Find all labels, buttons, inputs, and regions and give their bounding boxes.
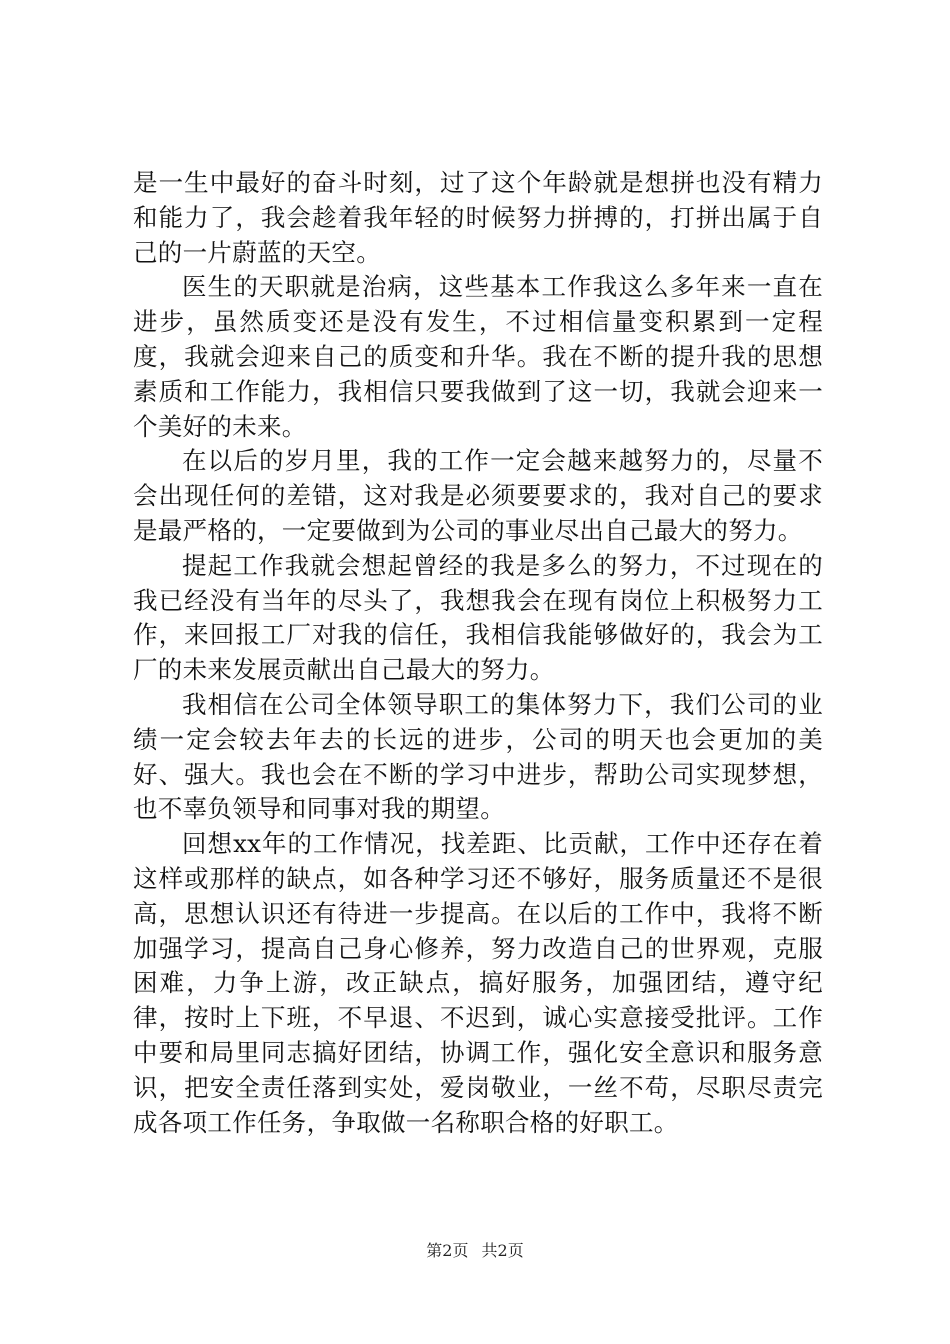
page-number-current: 第2页: [426, 1241, 469, 1260]
paragraph-6: 回想xx年的工作情况，找差距、比贡献，工作中还存在着这样或那样的缺点，如各种学习还不够好，服务质量还不是很高，思想认识还有待进一步提高。在以后的工作中，我将不断加强学习，提高自己身心修养，努力改造自己的世界观，克服困难，力争上游，改正缺点，搞好服务，加强团结，遵守纪律，按时上下班，不早退、不迟到，诚心实意接受批评。工作中要和局里同志搞好团结，协调工作，强化安全意识和服务意识，把安全责任落到实处，爱岗敬业，一丝不苟，尽职尽责完成各项工作任务，争取做一名称职合格的好职工。: [133, 829, 823, 1137]
document-body: [133, 166, 823, 1140]
paragraph-2: 医生的天职就是治病，这些基本工作我这么多年来一直在进步，虽然质变还是没有发生，不过相信量变积累到一定程度，我就会迎来自己的质变和升华。我在不断的提升我的思想素质和工作能力，我相信只要我做到了这一切，我就会迎来一个美好的未来。: [133, 272, 823, 441]
paragraph-3: 在以后的岁月里，我的工作一定会越来越努力的，尽量不会出现任何的差错，这对我是必须要要求的，我对自己的要求是最严格的，一定要做到为公司的事业尽出自己最大的努力。: [133, 446, 823, 545]
page-footer: [0, 1240, 950, 1262]
paragraph-4: 提起工作我就会想起曾经的我是多么的努力，不过现在的我已经没有当年的尽头了，我想我会在现有岗位上积极努力工作，来回报工厂对我的信任，我相信我能够做好的，我会为工厂的未来发展贡献出自己最大的努力。: [133, 550, 823, 685]
paragraph-5: 我相信在公司全体领导职工的集体努力下，我们公司的业绩一定会较去年去的长远的进步，公司的明天也会更加的美好、强大。我也会在不断的学习中进步，帮助公司实现梦想，也不辜负领导和同事对我的期望。: [133, 689, 823, 824]
paragraph-1: 是一生中最好的奋斗时刻，过了这个年龄就是想拼也没有精力和能力了，我会趁着我年轻的时候努力拼搏的，打拼出属于自己的一片蔚蓝的天空。: [133, 168, 823, 267]
page-number-total: 共2页: [481, 1241, 524, 1260]
